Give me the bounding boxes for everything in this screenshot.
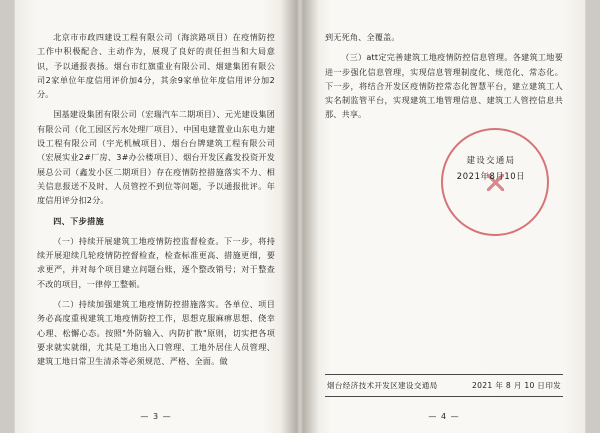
page-number-left: — 3 — [140, 412, 172, 421]
document-page-left [14, 0, 297, 433]
signature-organization: 建设交通局 [466, 155, 516, 165]
paragraph: （三）att定完善建筑工地疫情防控信息管理。各建筑工地要进一步强化信息管理，实现信息管理制度化、规范化、常态化。下一步，将结合开发区疫情防控常态化智慧平台，建立建筑工人实名制监管平台，实现建筑工地管理信息、建筑工人管控信息共那、共享。 [325, 52, 563, 120]
page-number-right: — 4 — [428, 412, 460, 421]
signature-date: 2021年8月10日 [456, 171, 526, 181]
right-page-body [325, 30, 563, 122]
document-page-right [303, 0, 586, 433]
paragraph: 国基建设集团有限公司（宏瑞汽车二期项目）、元光建设集团有限公司（化工园区污水处理厂项目）、中国电建置业山东电力建设工程有限公司（宇光机械项目）、烟台台牌建筑工程有限公司（宏展实业2#厂房、3#办公楼项目）、烟台开发区鑫发投资开发展总公司（鑫发小区二期项目）存在疫情防控措施落实不力、相关信息报送不及时、人员管控不到位等问题，予以通报批评。年度信用评分扣2分。 [37, 109, 275, 206]
signature-block [431, 152, 551, 184]
section-heading: 四、下步措施 [53, 215, 105, 226]
paragraph: 北京市市政四建设工程有限公司（海滨路项目）在疫情防控工作中积极配合、主动作为，展现了良好的责任担当和大局意识，予以通报表扬。烟台市红旗重业有限公司、烟建集团有限公司2家单位年度信用评价加4分，其余9家单位年度信用评分加2分。 [37, 32, 275, 100]
left-page-body [37, 30, 275, 369]
issuer-footer-bar [325, 374, 563, 397]
issue-date: 2021 年 8 月 10 日印发 [472, 381, 561, 390]
issuer-name: 烟台经济技术开发区建设交通局 [327, 381, 438, 390]
list-item: （一）持续开展建筑工地疫情防控监督检查。下一步，将持续开展迎续几轮疫情防控督检查，检查标准更高、措施更细，要求更严，并对每个项目建立问题台账，逐个整改销号；对于整查不改的项目，一律停工整顿。 [37, 235, 275, 289]
paragraph: 到无死角、全覆盖。 [325, 32, 400, 42]
list-item: （二）持续加强建筑工地疫情防控措施落实。各单位、项目务必高度重视建筑工地疫情防控工作，思想克服麻痹思想、侥幸心理、松懈心态。按照"外防输入、内防扩散"原则，切实把各项要求就实就细，尤其是工地出入口管理、工地外居住人员管理、建筑工地日常卫生清杀等必须规范、严格、全面。做 [37, 299, 275, 367]
page-fold-shadow [281, 0, 297, 433]
page-fold-shadow [303, 0, 319, 433]
